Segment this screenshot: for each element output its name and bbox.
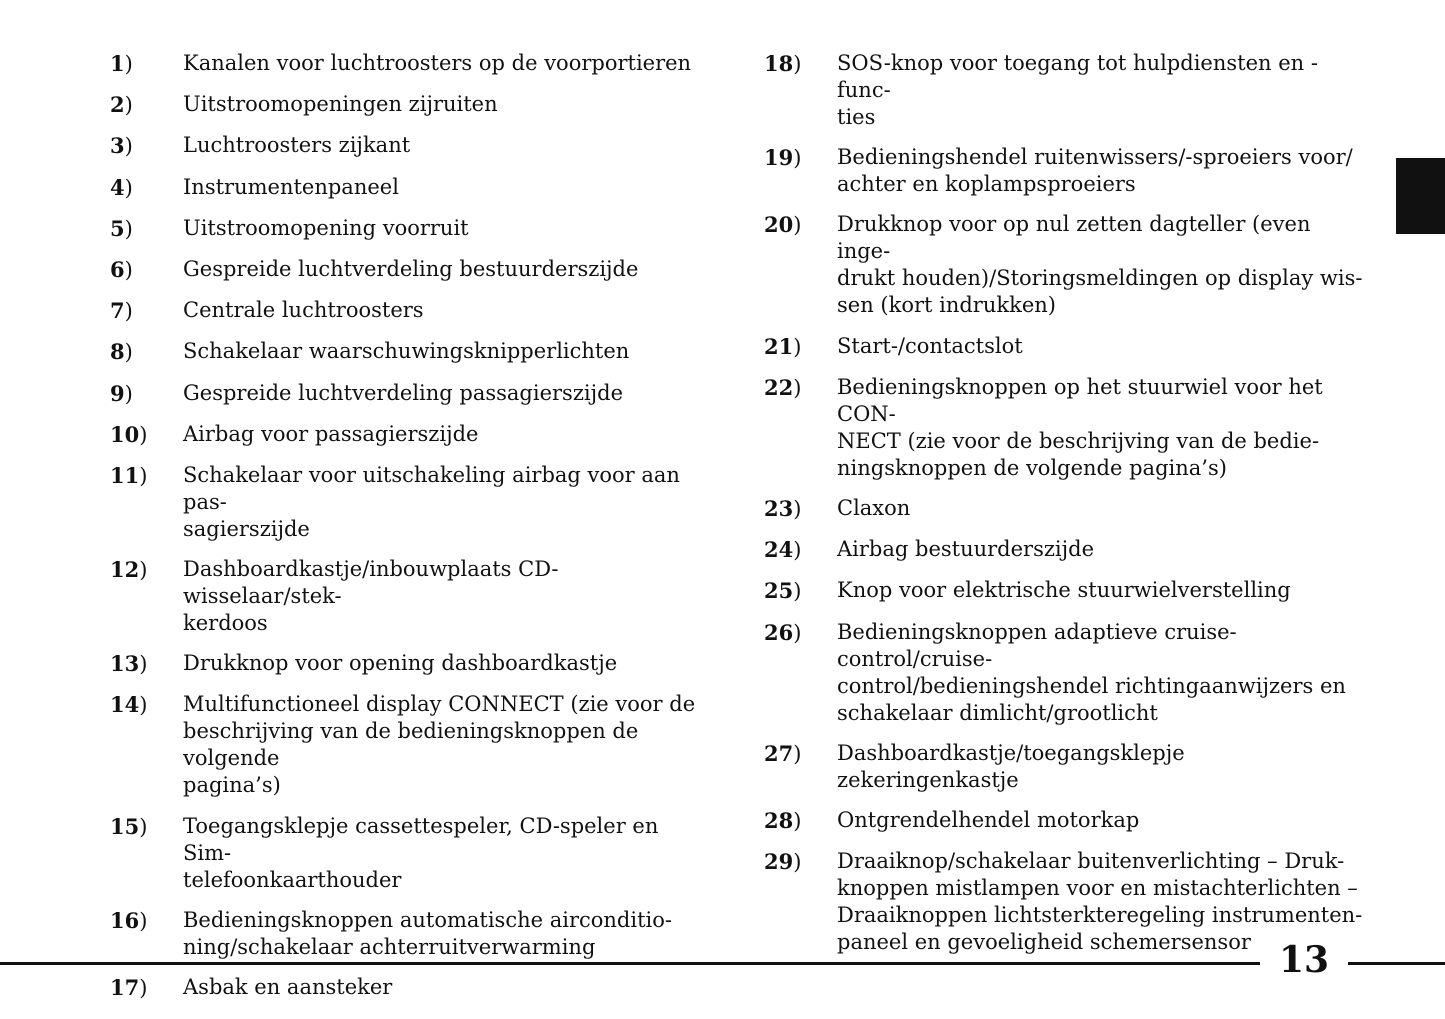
list-item [110, 215, 710, 243]
list-item [110, 691, 710, 799]
item-text: Centrale luchtroosters [183, 298, 424, 323]
right-column [764, 50, 1364, 969]
item-text: Draaiknop/schakelaar buitenverlichting – Druk- knoppen mistlampen voor en mistachterlichten – Draaiknoppen lichtsterkteregeling instrumenten- paneel en gevoeligheid schemersensor [837, 849, 1363, 955]
list-item [110, 297, 710, 325]
list-item [110, 556, 710, 637]
item-number: 7) [110, 298, 133, 324]
item-text: Gespreide luchtverdeling passagierszijde [183, 380, 623, 405]
list-item [110, 462, 710, 543]
item-number: 12) [110, 557, 148, 583]
item-number: 15) [110, 813, 148, 839]
footer-rule-left [0, 962, 1260, 965]
item-number: 13) [110, 651, 148, 677]
list-item [110, 907, 710, 961]
list-item [110, 256, 710, 284]
item-number: 4) [110, 174, 133, 200]
item-text: Airbag bestuurderszijde [837, 537, 1095, 562]
section-tab-marker [1396, 158, 1445, 234]
list-item [764, 144, 1364, 198]
page-number: 13 [1278, 939, 1330, 981]
list-item [764, 374, 1364, 482]
list-item [110, 91, 710, 119]
left-column [110, 50, 710, 1015]
item-text: Bedieningsknoppen op het stuurwiel voor het CON- NECT (zie voor de beschrijving van de bedie- ningsknoppen de volgende pagina’s) [837, 374, 1323, 480]
item-number: 1) [110, 51, 133, 76]
list-item [764, 536, 1364, 564]
item-text: Uitstroomopening voorruit [183, 215, 469, 240]
item-text: Multifunctioneel display CONNECT (zie voor de beschrijving van de bedieningsknoppen de volgende pagina’s) [183, 692, 696, 798]
item-text: Airbag voor passagierszijde [183, 421, 479, 446]
item-text: Dashboardkastje/inbouwplaats CD-wisselaar/stek- kerdoos [183, 557, 559, 636]
item-number: 22) [764, 374, 802, 400]
item-number: 2) [110, 92, 133, 118]
item-number: 23) [764, 495, 802, 521]
list-item [110, 974, 710, 1002]
item-text: Bedieningsknoppen automatische airconditio- ning/schakelaar achterruitverwarming [183, 907, 672, 959]
list-item [110, 650, 710, 678]
item-text: SOS-knop voor toegang tot hulpdiensten en -func- ties [837, 51, 1318, 129]
item-text: Knop voor elektrische stuurwielverstelling [837, 578, 1291, 603]
item-text: Claxon [837, 495, 911, 520]
item-number: 6) [110, 256, 133, 282]
list-item [110, 174, 710, 202]
list-item [764, 333, 1364, 361]
item-text: Uitstroomopeningen zijruiten [183, 92, 498, 117]
item-number: 9) [110, 380, 133, 406]
list-item [764, 577, 1364, 605]
item-number: 24) [764, 537, 802, 563]
item-text: Gespreide luchtverdeling bestuurderszijde [183, 256, 639, 281]
item-text: Schakelaar waarschuwingsknipperlichten [183, 339, 630, 364]
item-text: Ontgrendelhendel motorkap [837, 807, 1140, 832]
item-number: 18) [764, 51, 802, 76]
list-item [110, 813, 710, 894]
item-number: 17) [110, 975, 148, 1000]
list-item [110, 132, 710, 160]
item-number: 25) [764, 578, 802, 604]
item-number: 11) [110, 462, 148, 488]
item-number: 8) [110, 339, 133, 365]
list-item [764, 50, 1364, 131]
item-text: Drukknop voor op nul zetten dagteller (even inge- drukt houden)/Storingsmeldingen op display wis- sen (kort indrukken) [837, 212, 1363, 318]
list-item [764, 740, 1364, 794]
list-item [110, 338, 710, 366]
item-text: Asbak en aansteker [183, 975, 393, 999]
list-item [110, 50, 710, 78]
list-item [764, 211, 1364, 319]
item-number: 3) [110, 133, 133, 159]
item-text: Bedieningsknoppen adaptieve cruise-control/cruise- control/bedieningshendel richtingaanwijzers en schakelaar dimlicht/grootlicht [837, 619, 1346, 725]
item-number: 21) [764, 333, 802, 359]
item-number: 10) [110, 421, 148, 447]
item-number: 16) [110, 907, 148, 933]
list-item [764, 807, 1364, 835]
list-item [764, 495, 1364, 523]
list-item [110, 421, 710, 449]
item-number: 29) [764, 849, 802, 875]
item-text: Schakelaar voor uitschakeling airbag voor aan pas- sagierszijde [183, 462, 680, 541]
item-number: 26) [764, 619, 802, 645]
footer-rule-right [1348, 962, 1445, 965]
item-number: 28) [764, 807, 802, 833]
item-text: Kanalen voor luchtroosters op de voorportieren [183, 51, 692, 75]
item-text: Instrumentenpaneel [183, 174, 399, 199]
item-text: Toegangsklepje cassettespeler, CD-speler en Sim- telefoonkaarthouder [183, 813, 659, 892]
item-number: 20) [764, 212, 802, 238]
item-number: 19) [764, 145, 802, 171]
item-text: Dashboardkastje/toegangsklepje zekeringenkastje [837, 740, 1185, 792]
item-text: Bedieningshendel ruitenwissers/-sproeiers voor/ achter en koplampsproeiers [837, 145, 1353, 197]
item-number: 14) [110, 692, 148, 718]
list-item [764, 619, 1364, 727]
item-number: 27) [764, 740, 802, 766]
list-item [110, 380, 710, 408]
item-number: 5) [110, 215, 133, 241]
item-text: Drukknop voor opening dashboardkastje [183, 651, 618, 676]
item-text: Start-/contactslot [837, 333, 1023, 358]
item-text: Luchtroosters zijkant [183, 133, 411, 158]
